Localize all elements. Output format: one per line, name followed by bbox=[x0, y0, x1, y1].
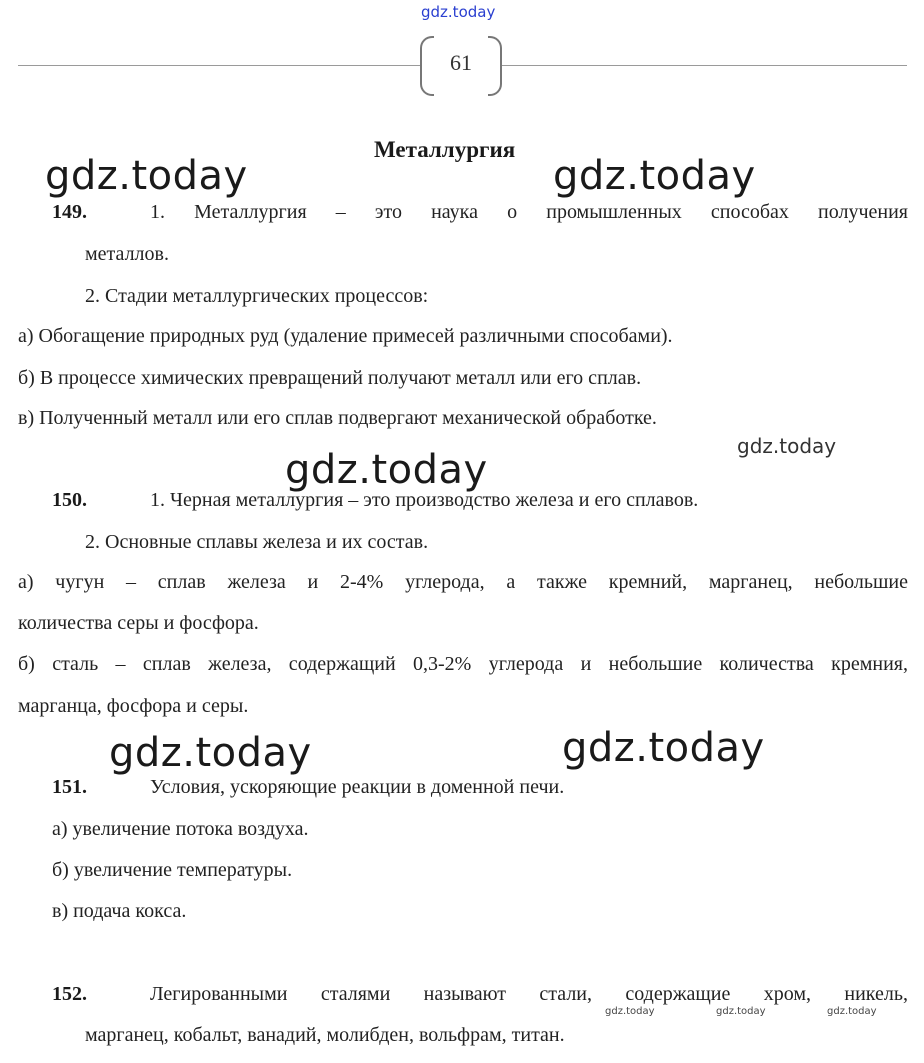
task-150-line-5: б) сталь – сплав железа, содержащий 0,3-2% углерода и небольшие количества кремния, bbox=[18, 653, 908, 675]
task-149-line-6: в) Полученный металл или его сплав подвергают механической обработке. bbox=[18, 407, 657, 429]
watermark: gdz.today bbox=[553, 153, 756, 199]
task-152-line-1: Легированными сталями называют стали, содержащие хром, никель, bbox=[150, 983, 908, 1005]
task-150-line-1: 1. Черная металлургия – это производство железа и его сплавов. bbox=[150, 489, 699, 511]
watermark: gdz.today bbox=[737, 434, 837, 458]
task-149-line-3: 2. Стадии металлургических процессов: bbox=[85, 285, 429, 307]
task-150-line-3: а) чугун – сплав железа и 2-4% углерода, а также кремний, марганец, небольшие bbox=[18, 571, 908, 593]
watermark: gdz.today bbox=[827, 1006, 877, 1017]
task-151-line-4: в) подача кокса. bbox=[52, 900, 187, 922]
task-149-line-2: металлов. bbox=[85, 243, 169, 265]
task-number-150: 150. bbox=[52, 489, 87, 511]
watermark: gdz.today bbox=[605, 1006, 655, 1017]
task-150-line-4: количества серы и фосфора. bbox=[18, 612, 259, 634]
watermark: gdz.today bbox=[109, 730, 312, 776]
task-151-line-2: а) увеличение потока воздуха. bbox=[52, 818, 309, 840]
task-152-line-2: марганец, кобальт, ванадий, молибден, вольфрам, титан. bbox=[85, 1024, 565, 1046]
watermark: gdz.today bbox=[285, 447, 488, 493]
page-title: Металлургия bbox=[374, 137, 516, 162]
task-149-line-4: а) Обогащение природных руд (удаление примесей различными способами). bbox=[18, 325, 673, 347]
page-number-box bbox=[420, 36, 502, 92]
task-149-line-5: б) В процессе химических превращений получают металл или его сплав. bbox=[18, 367, 642, 389]
task-149-line-1: 1. Металлургия – это наука о промышленных способах получения bbox=[150, 201, 908, 223]
header-rule-left bbox=[18, 65, 420, 66]
task-150-line-2: 2. Основные сплавы железа и их состав. bbox=[85, 531, 429, 553]
task-151-line-1: Условия, ускоряющие реакции в доменной печи. bbox=[150, 776, 565, 798]
task-150-line-6: марганца, фосфора и серы. bbox=[18, 695, 249, 717]
task-number-151: 151. bbox=[52, 776, 87, 798]
watermark: gdz.today bbox=[45, 153, 248, 199]
task-number-152: 152. bbox=[52, 983, 87, 1005]
watermark: gdz.today bbox=[716, 1006, 766, 1017]
watermark: gdz.today bbox=[562, 725, 765, 771]
task-151-line-3: б) увеличение температуры. bbox=[52, 859, 293, 881]
page-number: 61 bbox=[450, 50, 472, 75]
header-rule-right bbox=[502, 65, 907, 66]
top-watermark: gdz.today bbox=[421, 3, 496, 21]
task-number-149: 149. bbox=[52, 201, 87, 223]
